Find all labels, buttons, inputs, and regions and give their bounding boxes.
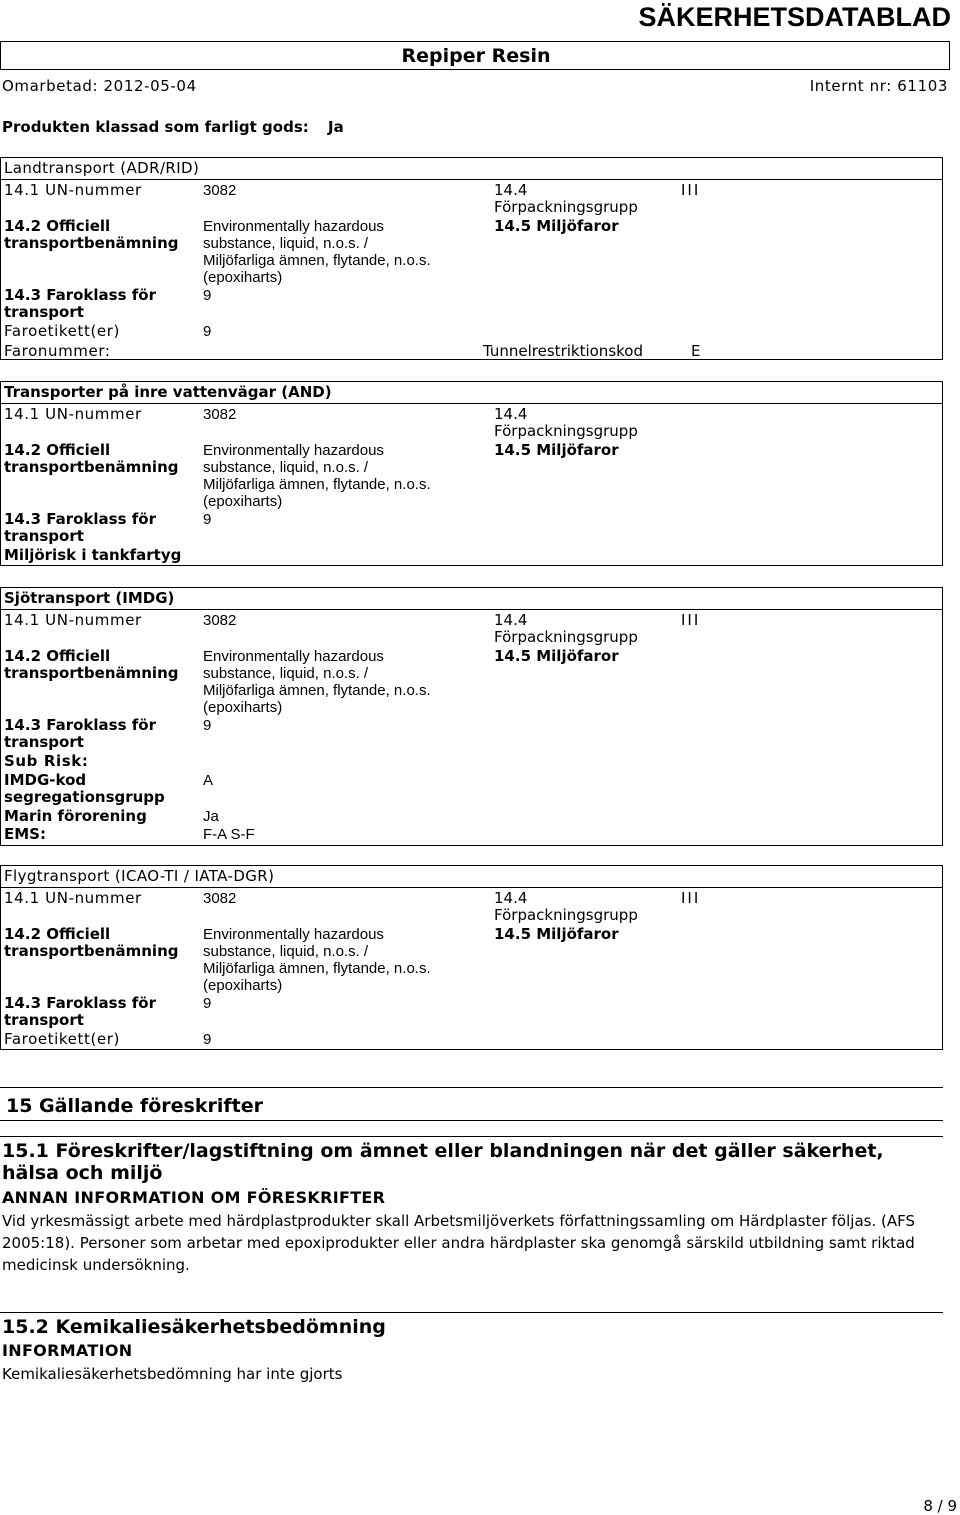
land-labels-label: Faroetikett(er) [4,322,120,340]
land-name-value: Environmentally hazardous substance, liquid, n.o.s. / Miljöfarliga ämnen, flytande, n.o.s.(epoxiharts) [203,218,431,286]
land-name-label: 14.2 Officiell transportbenämning [4,217,179,252]
meta-row [0,77,948,97]
land-hazno-label: Faronummer: [4,342,111,360]
internal-number: Internt nr: 61103 [809,77,948,95]
dangerous-goods-label: Produkten klassad som farligt gods: [2,118,309,136]
air-class-label: 14.3 Faroklass för transport [4,994,156,1029]
air-pg-value: III [681,889,701,907]
inland-transport-title: Transporter på inre vattenvägar (AND) [4,383,332,401]
inland-env-label: 14.5 Miljöfaror [494,441,619,459]
land-pg-label: 14.4 Förpackningsgrupp [494,181,638,216]
section-15-heading: 15 Gällande föreskrifter [6,1095,263,1117]
inland-un-label: 14.1 UN-nummer [4,405,142,423]
sea-ems-label: EMS: [4,825,46,843]
subsection-15-1-heading: 15.1 Föreskrifter/lagstiftning om ämnet eller blandningen när det gäller säkerhet, hälsa och miljö [2,1140,884,1184]
land-un-label: 14.1 UN-nummer [4,181,142,199]
sea-name-value: Environmentally hazardous substance, liquid, n.o.s. / Miljöfarliga ämnen, flytande, n.o.s.(epoxiharts) [203,648,431,716]
air-transport-title: Flygtransport (ICAO-TI / IATA-DGR) [4,867,275,885]
land-labels-value: 9 [203,323,212,340]
air-transport-header [0,865,943,888]
sea-pg-label: 14.4 Förpackningsgrupp [494,611,638,646]
land-env-label: 14.5 Miljöfaror [494,217,619,235]
other-info-heading: ANNAN INFORMATION OM FÖRESKRIFTER [2,1188,386,1207]
sea-seg-label: IMDG-kod segregationsgrupp [4,771,165,806]
subsection-15-2-rule [0,1312,943,1313]
sea-transport-title: Sjötransport (IMDG) [4,589,175,607]
inland-class-label: 14.3 Faroklass för transport [4,510,156,545]
air-name-label: 14.2 Officiell transportbenämning [4,925,179,960]
land-tunnel-label: Tunnelrestriktionskod [483,342,643,360]
page-number: 8 / 9 [923,1497,957,1515]
air-class-value: 9 [203,995,212,1012]
land-transport-box [0,179,943,360]
air-labels-value: 9 [203,1031,212,1048]
sea-transport-header [0,587,943,610]
sea-class-label: 14.3 Faroklass för transport [4,716,156,751]
sea-pg-value: III [681,611,701,629]
product-name: Repiper Resin [401,45,551,67]
sea-un-label: 14.1 UN-nummer [4,611,142,629]
air-labels-label: Faroetikett(er) [4,1030,120,1048]
sea-seg-value: A [203,772,214,789]
sea-env-label: 14.5 Miljöfaror [494,647,619,665]
land-pg-value: III [681,181,701,199]
inland-transport-box [0,403,943,566]
inland-tank-label: Miljörisk i tankfartyg [4,546,182,564]
air-pg-label: 14.4 Förpackningsgrupp [494,889,638,924]
sea-class-value: 9 [203,717,212,734]
revision-date: Omarbetad: 2012-05-04 [2,77,197,95]
inland-name-value: Environmentally hazardous substance, liquid, n.o.s. / Miljöfarliga ämnen, flytande, n.o.s.(epoxiharts) [203,442,431,510]
sea-marine-label: Marin förorening [4,807,147,825]
land-tunnel-value: E [691,342,701,360]
info-text: Kemikaliesäkerhetsbedömning har inte gjorts [2,1365,343,1383]
subsection-15-2-heading: 15.2 Kemikaliesäkerhetsbedömning [2,1316,386,1338]
inland-name-label: 14.2 Officiell transportbenämning [4,441,179,476]
sea-un-value: 3082 [203,612,237,629]
land-un-value: 3082 [203,182,237,199]
sea-ems-value: F-A S-F [203,826,255,843]
sea-marine-value: Ja [203,808,219,825]
inland-pg-label: 14.4 Förpackningsgrupp [494,405,638,440]
air-transport-box [0,887,943,1050]
sea-subrisk-label: Sub Risk: [4,752,89,770]
inland-class-value: 9 [203,511,212,528]
other-info-text: Vid yrkesmässigt arbete med härdplastprodukter skall Arbetsmiljöverkets författningssamling om Härdplaster följas. (AFS 2005:18). Personer som arbetar med epoxiprodukter eller andra härdplaster ska genomgå särskild utbildning samt riktad medicinsk undersökning. [2,1212,915,1274]
info-heading: INFORMATION [2,1341,133,1360]
sea-name-label: 14.2 Officiell transportbenämning [4,647,179,682]
land-transport-header [0,157,943,180]
air-name-value: Environmentally hazardous substance, liquid, n.o.s. / Miljöfarliga ämnen, flytande, n.o.s.(epoxiharts) [203,926,431,994]
subsection-15-1-rule [0,1136,943,1137]
land-class-value: 9 [203,287,212,304]
air-env-label: 14.5 Miljöfaror [494,925,619,943]
land-class-label: 14.3 Faroklass för transport [4,286,156,321]
land-transport-title: Landtransport (ADR/RID) [4,159,200,177]
dangerous-goods-value: Ja [328,118,344,136]
section-15-bottom-rule [0,1120,943,1121]
inland-transport-header [0,381,943,404]
document-title: SÄKERHETSDATABLAD [638,2,951,32]
air-un-value: 3082 [203,890,237,907]
air-un-label: 14.1 UN-nummer [4,889,142,907]
sea-transport-box [0,609,943,846]
inland-un-value: 3082 [203,406,237,423]
section-15-top-rule [0,1087,943,1088]
